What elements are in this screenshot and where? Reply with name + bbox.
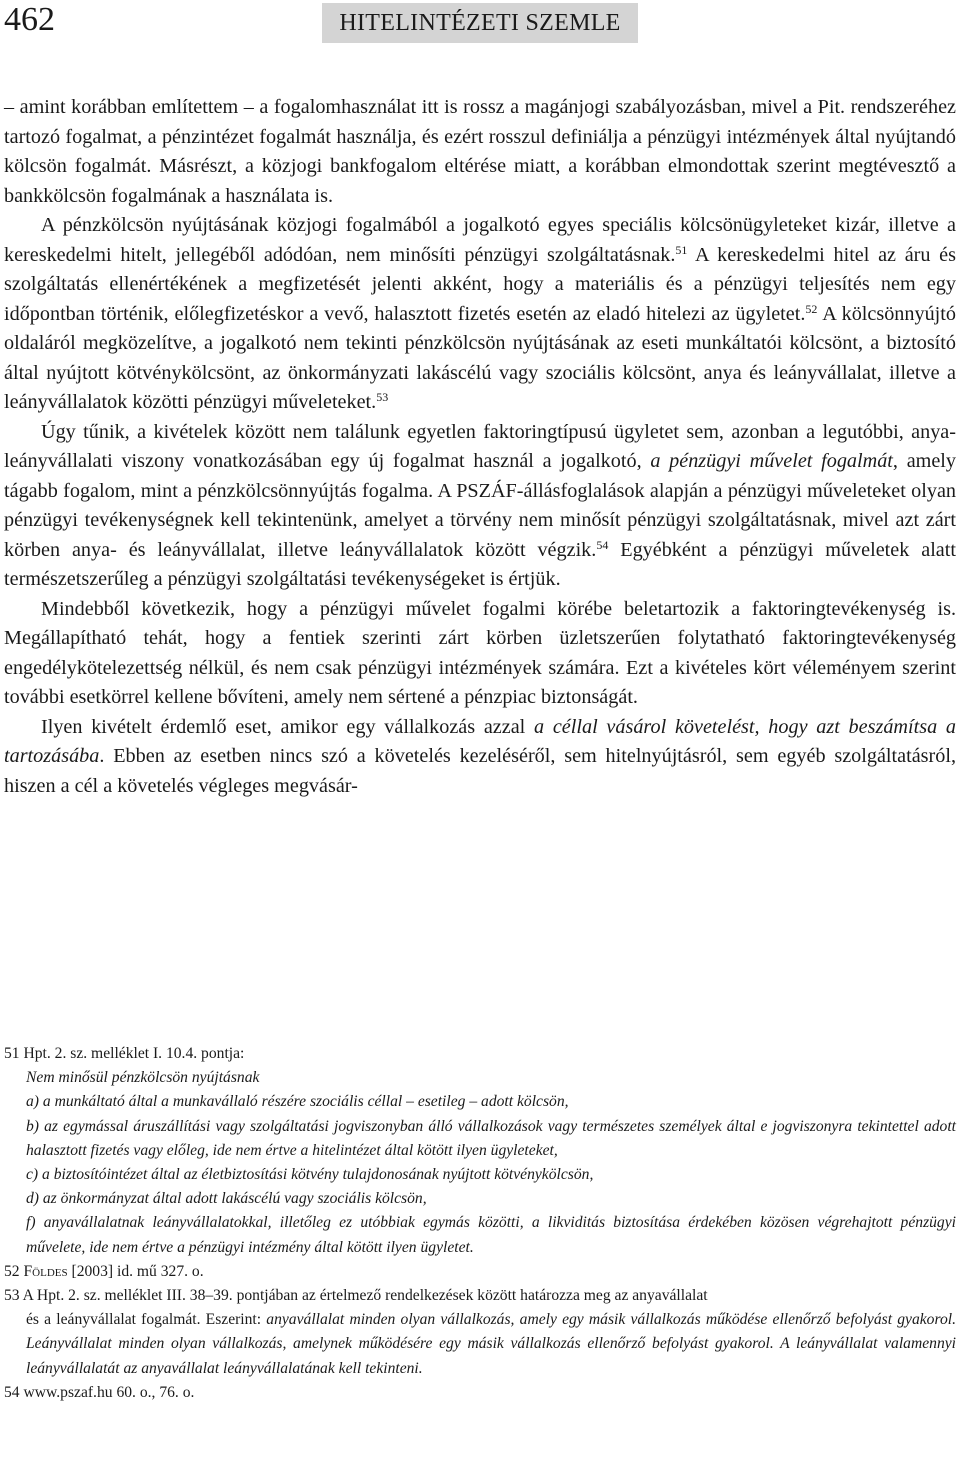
footnote-ref-53[interactable]: 53 [376, 390, 389, 404]
footnote-53-continuation [4, 1308, 956, 1381]
footnote-54: 54 www.pszaf.hu 60. o., 76. o. [4, 1383, 195, 1401]
paragraph-3-part-a: Úgy tűnik, a kivételek között nem találunk egyetlen faktoringtípusú ügyletet sem, azonban a legutóbbi, anya-leányvállalati viszony vonatkozásában egy új fogalmat használ a jogalkotó, [4, 420, 956, 472]
paragraph-5 [4, 713, 956, 802]
paragraph-5-emphasis: a céllal vásárol követelést, hogy azt beszámítsa a tartozásába [4, 715, 956, 767]
footnote-52-author: Földes [23, 1262, 68, 1280]
page-number: 462 [4, 1, 55, 38]
footnote-51-line: Nem minősül pénzkölcsön nyújtásnak [26, 1069, 260, 1087]
footnote-ref-54[interactable]: 54 [596, 537, 609, 552]
paragraph-2-part-c: A kölcsönnyújtó oldaláról megközelítve, a jogalkotó nem tekinti pénzkölcsön nyújtásának az eseti munkáltatói kölcsönt, a biztosító által nyújtott kötvénykölcsönt, az önkormányzati lakáscélú vagy szociális kölcsönt, anya és leányvállalat, illetve a leányvállalatok közötti pénzügyi műveleteket. [4, 302, 956, 413]
paragraph-2-part-a: A pénzkölcsön nyújtásának közjogi fogalmából a jogalkotó egyes speciális kölcsönügyleteket kizár, illetve a kereskedelmi hitelt, jellegéből adódóan, nem minősíti pénzügyi szolgáltatásnak. [4, 214, 956, 266]
footnote-53-head: 53 A Hpt. 2. sz. melléklet III. 38–39. pontjában az értelmező rendelkezések között határozza meg az anyavállalat [4, 1287, 708, 1305]
footnote-53-italic: anyavállalat minden olyan vállalkozás, amely egy másik vállalkozás működése ellenőrző befolyást gyakorol. Leányvállalat minden olyan vállalkozás, amelynek működésére egy másik vállalkozás ellenőrző befolyást gyakorol. A leányvállalat valamennyi leányvállalatát az anyavállalat leányvállalatának kell tekinteni. [26, 1311, 956, 1377]
footnote-ref-51[interactable]: 51 [675, 242, 688, 257]
footnote-51 [4, 1042, 956, 1260]
paragraph-5-part-a: Ilyen kivételt érdemlő eset, amikor egy vállalkozás azzal [41, 715, 535, 738]
footnote-ref-52[interactable]: 52 [805, 301, 818, 316]
paragraph-3 [4, 418, 956, 595]
paragraph-2 [4, 211, 956, 418]
footnote-52-rest: [2003] id. mű 327. o. [67, 1262, 204, 1280]
paragraph-3-emphasis: a pénzügyi művelet fogalmát [650, 450, 893, 472]
paragraph-3-part-b: , amely tágabb fogalom, mint a pénzkölcsönnyújtás fogalma. A PSZÁF-állásfoglalások alapján a pénzügyi műveleteket olyan pénzügyi tevékenységnek kell tekintenünk, amelyet a törvény nem minősít pénzügyi szolgáltatásnak, mivel azt zárt körben anya- és leányvállalat, illetve leányvállalatok között végzik. [4, 450, 957, 561]
footnote-52-number: 52 [4, 1262, 24, 1280]
footnote-53 [4, 1284, 956, 1381]
paragraph-2-part-b: A kereskedelmi hitel az áru és szolgáltatás ellenértékének a megfizetését jelenti akként, hogy a materiális és a pénzügyi teljesítés nem egy időpontban történik, előlegfizetéskor a vevő, halasztott fizetés esetén az eladó hitelezi az ügyletet. [4, 243, 956, 325]
footnote-51-line: d) az önkormányzat által adott lakáscélú vagy szociális kölcsön, [26, 1190, 427, 1208]
paragraph-5-part-b: . Ebben az esetben nincs szó a követelés kezeléséről, sem hitelnyújtásról, sem egyéb szolgáltatásról, hiszen a cél a követelés végleges megvásár- [4, 745, 956, 797]
footnote-51-line: a) a munkáltató által a munkavállaló részére szociális céllal – esetileg – adott kölcsön, [26, 1093, 569, 1111]
footnotes [4, 1042, 956, 1405]
journal-title-header: HITELINTÉZETI SZEMLE [322, 3, 638, 43]
footnote-52 [4, 1260, 956, 1284]
paragraph-4: Mindebből következik, hogy a pénzügyi művelet fogalmi körébe beletartozik a faktoringtevékenység is. Megállapítható tehát, hogy a fentiek szerinti zárt körben üzletszerűen folytatható faktoringtevékenység engedélykötelezettség nélkül, és nem csak pénzügyi intézmények számára. Ezt a kivételes kört véleményem szerint további esetkörrel kellene bővíteni, amely nem sértené a pénzpiac biztonságát. [4, 597, 956, 708]
paragraph-1: – amint korábban említettem – a fogalomhasználat itt is rossz a magánjogi szabályozásban, mivel a Pit. rendszeréhez tartozó fogalmat, a pénzintézet fogalmát használja, és ezért rosszul definiálja a pénzügyi intézmények által nyújtandó kölcsön fogalmát. Másrészt, a közjogi bankfogalom eltérése miatt, a korábban elmondottak szerint megtévesztő a bankkölcsön fogalmának a használata is. [4, 96, 956, 207]
footnote-51-line: c) a biztosítóintézet által az életbiztosítási kötvény tulajdonosának nyújtott kötvénykölcsön, [26, 1166, 594, 1184]
paragraph-3-part-c: Egyébként a pénzügyi műveletek alatt természetszerűleg a pénzügyi szolgáltatási tevékenységeket is értjük. [4, 538, 956, 590]
footnote-51-line: b) az egymással áruszállítási vagy szolgáltatási jogviszonyban álló vállalkozások vagy természetes személyek által e jogviszonyra tekintettel adott halasztott fizetés vagy előleg, ide nem értve a hitelintézet által kötött ilyen ügyleteket, [26, 1117, 956, 1159]
footnote-53-plain: és a leányvállalat fogalmát. Eszerint: [26, 1311, 267, 1329]
footnote-51-head: 51 Hpt. 2. sz. melléklet I. 10.4. pontja: [4, 1045, 245, 1062]
body-text [4, 93, 956, 801]
footnote-51-line: f) anyavállalatnak leányvállalatokkal, illetőleg ez utóbbiak egymás közötti, a likviditás biztosítása érdekében közösen végrehajtott pénzügyi művelete, ide nem értve a pénzügyi intézmény által kötött ilyen ügyletet. [26, 1214, 956, 1256]
